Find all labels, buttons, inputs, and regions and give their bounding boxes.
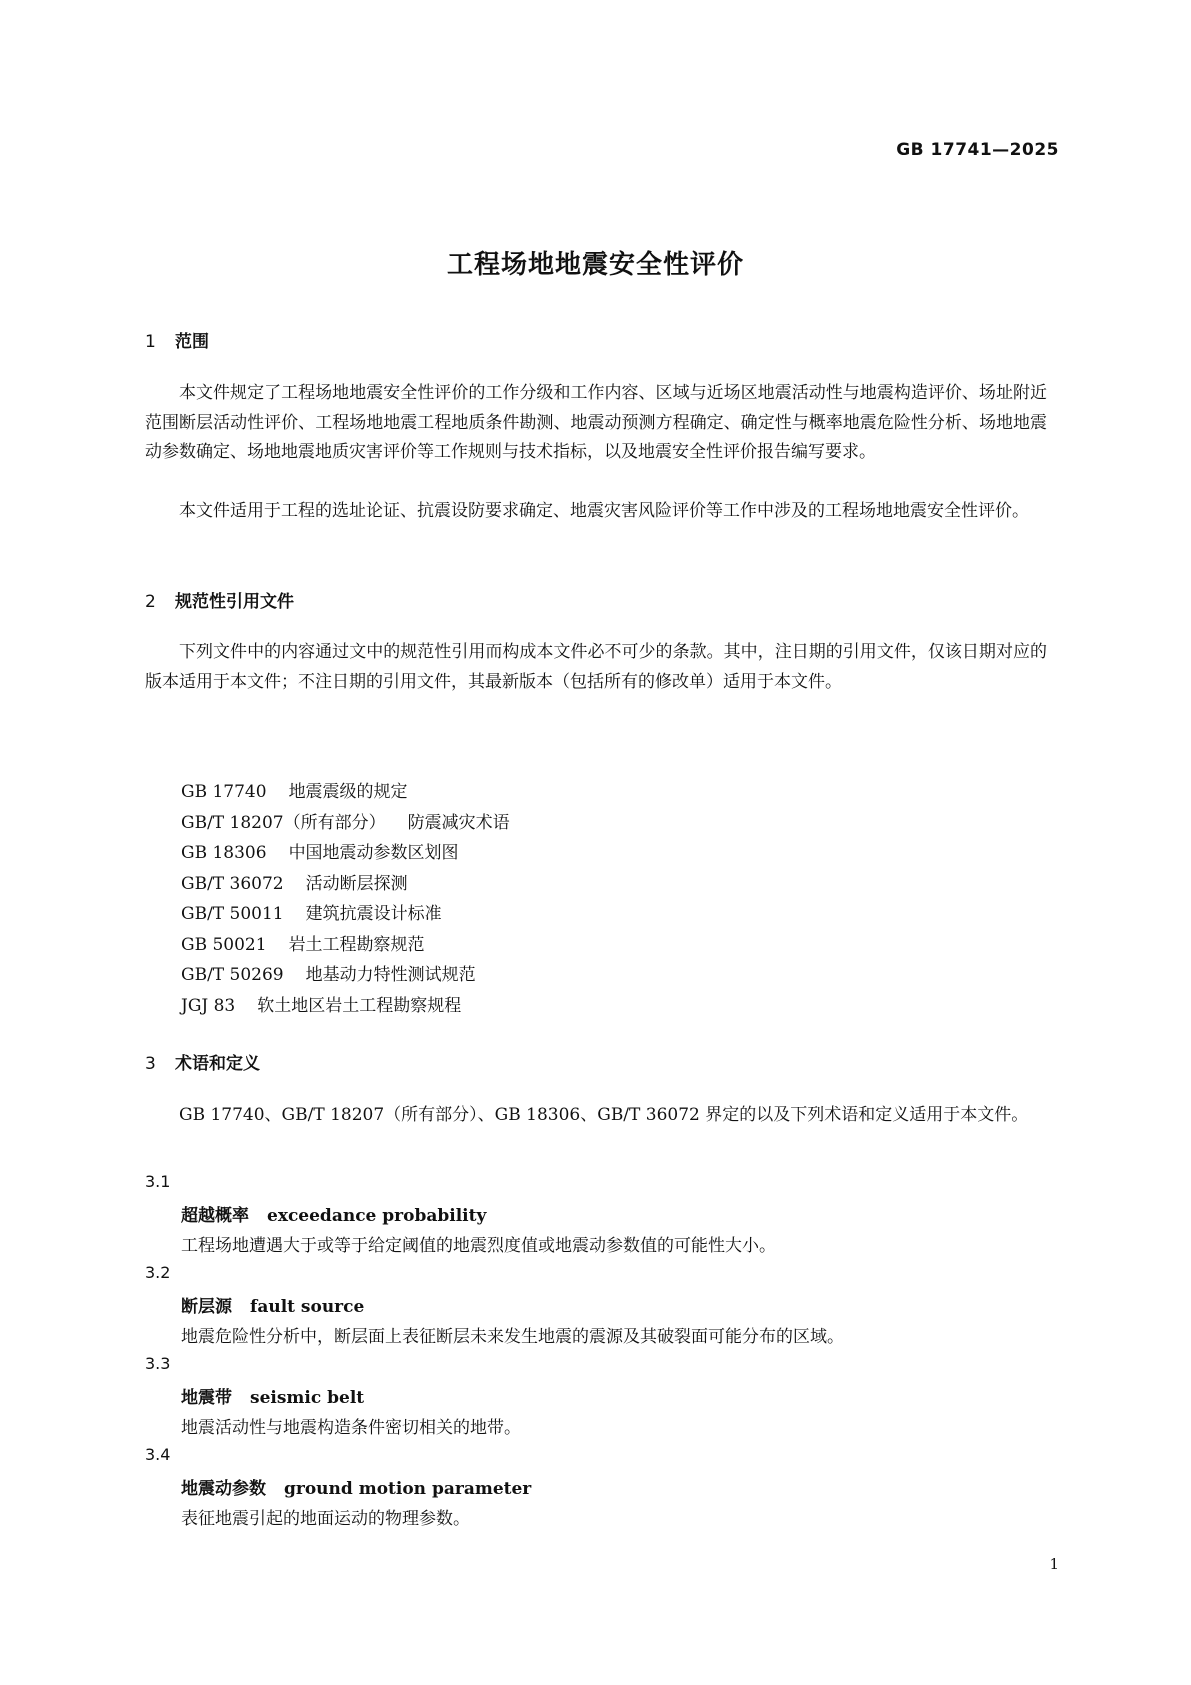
term-number: 3.3 — [145, 1354, 171, 1373]
term-zh: 地震动参数 — [181, 1479, 266, 1499]
section-number: 1 — [145, 332, 156, 352]
term-zh: 地震带 — [181, 1388, 232, 1408]
term-number: 3.1 — [145, 1172, 171, 1191]
term-en: seismic belt — [250, 1388, 365, 1408]
term-name — [181, 1474, 531, 1499]
term-definition: 工程场地遭遇大于或等于给定阈值的地震烈度值或地震动参数值的可能性大小。 — [181, 1236, 776, 1256]
section-heading-terms — [145, 1049, 260, 1074]
reference-code: GB/T 18207（所有部分） — [181, 812, 386, 833]
term-definition: 地震危险性分析中，断层面上表征断层未来发生地震的震源及其破裂面可能分布的区域。 — [181, 1327, 844, 1347]
reference-code: GB/T 50269 — [181, 965, 284, 985]
section-title: 范围 — [175, 332, 209, 352]
scope-paragraph-2: 本文件适用于工程的选址论证、抗震设防要求确定、地震灾害风险评价等工作中涉及的工程场地地震安全性评价。 — [179, 501, 1029, 521]
term-zh: 断层源 — [181, 1297, 232, 1317]
term-definition: 地震活动性与地震构造条件密切相关的地带。 — [181, 1418, 521, 1438]
scope-paragraph-1: 本文件规定了工程场地地震安全性评价的工作分级和工作内容、区域与近场区地震活动性与地震构造评价、场址附近范围断层活动性评价、工程场地地震工程地质条件勘测、地震动预测方程确定、确定性与概率地震危险性分析、场地地震动参数确定、场地地震地质灾害评价等工作规则与技术指标，以及地震安全性评价报告编写要求。 — [145, 383, 1047, 462]
section-number: 2 — [145, 592, 156, 612]
term-zh: 超越概率 — [181, 1206, 249, 1226]
term-name — [181, 1383, 364, 1408]
section-heading-scope — [145, 327, 209, 352]
term-name — [181, 1201, 486, 1226]
term-number: 3.2 — [145, 1263, 171, 1282]
term-en: ground motion parameter — [284, 1479, 532, 1499]
reference-code: GB/T 36072 — [181, 873, 284, 894]
term-name — [181, 1292, 364, 1317]
reference-title: 软土地区岩土工程勘察规程 — [257, 995, 462, 1016]
list-item — [181, 808, 510, 839]
reference-list — [181, 777, 510, 1021]
term-en: fault source — [250, 1297, 365, 1317]
reference-title: 地震震级的规定 — [288, 782, 408, 802]
list-item — [181, 838, 510, 869]
list-item — [181, 869, 510, 900]
reference-title: 建筑抗震设计标准 — [305, 904, 442, 924]
term-en: exceedance probability — [267, 1206, 487, 1226]
reference-title: 地基动力特性测试规范 — [305, 965, 476, 985]
reference-title: 活动断层探测 — [305, 873, 408, 894]
section-heading-normative-references — [145, 587, 294, 612]
reference-title: 防震减灾术语 — [407, 812, 510, 833]
list-item — [181, 899, 510, 930]
term-definition: 表征地震引起的地面运动的物理参数。 — [181, 1509, 470, 1529]
reference-title: 中国地震动参数区划图 — [288, 843, 459, 863]
page-number: 1 — [1049, 1555, 1059, 1573]
reference-code: GB/T 50011 — [181, 904, 284, 924]
reference-code: JGJ 83 — [181, 995, 236, 1016]
list-item — [181, 930, 510, 961]
standard-code: GB 17741—2025 — [896, 140, 1059, 160]
references-intro: 下列文件中的内容通过文中的规范性引用而构成本文件必不可少的条款。其中，注日期的引用文件，仅该日期对应的版本适用于本文件；不注日期的引用文件，其最新版本（包括所有的修改单）适用于本文件。 — [145, 642, 1047, 692]
list-item — [181, 777, 510, 808]
section-number: 3 — [145, 1054, 156, 1074]
reference-title: 岩土工程勘察规范 — [288, 934, 425, 955]
list-item — [181, 991, 510, 1022]
reference-code: GB 50021 — [181, 934, 267, 955]
reference-code: GB 17740 — [181, 782, 267, 802]
list-item — [181, 960, 510, 991]
section-title: 规范性引用文件 — [175, 592, 294, 612]
document-title: 工程场地地震安全性评价 — [446, 250, 744, 280]
terms-intro: GB 17740、GB/T 18207（所有部分）、GB 18306、GB/T 36072 界定的以及下列术语和定义适用于本文件。 — [179, 1105, 1029, 1125]
section-title: 术语和定义 — [175, 1054, 260, 1074]
term-number: 3.4 — [145, 1445, 171, 1464]
reference-code: GB 18306 — [181, 843, 267, 863]
